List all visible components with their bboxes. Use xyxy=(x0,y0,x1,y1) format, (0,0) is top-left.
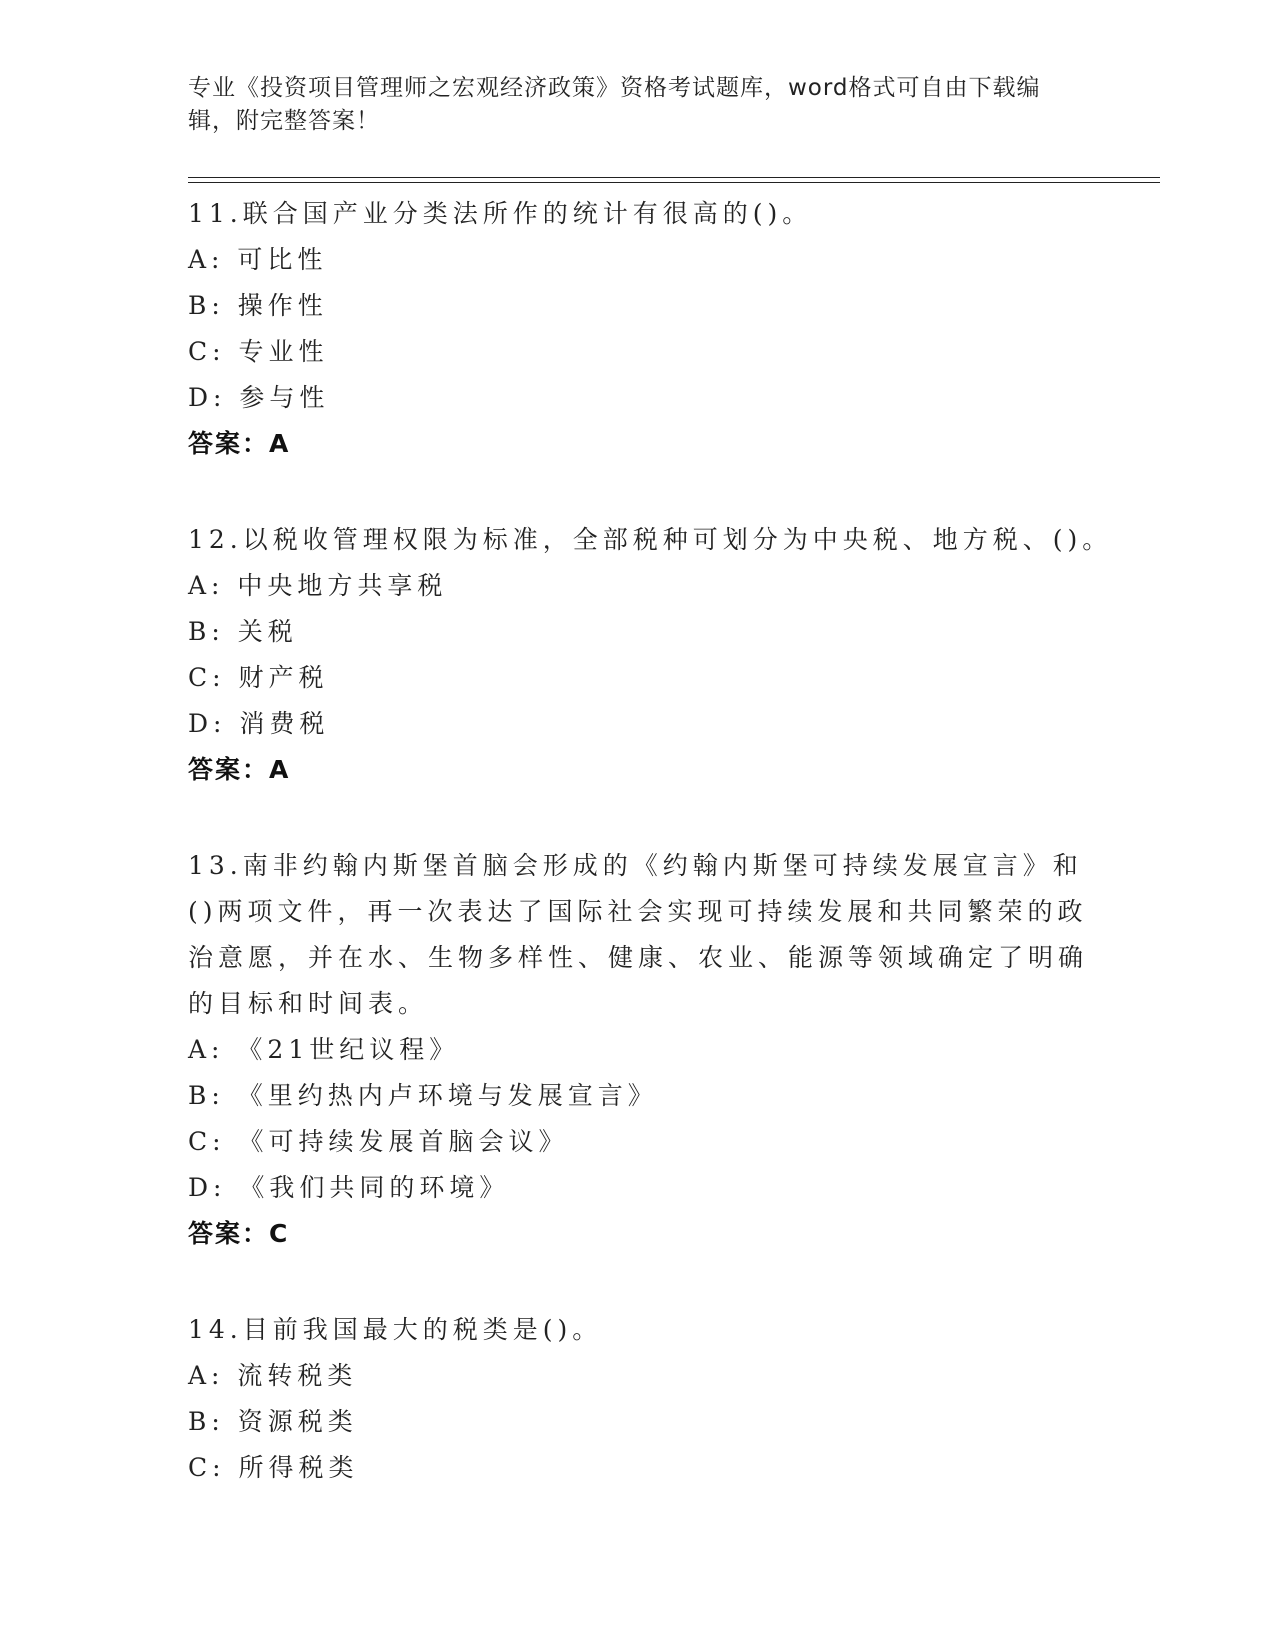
question-stem: 12.以税收管理权限为标准，全部税种可划分为中央税、地方税、()。 xyxy=(188,525,1113,554)
answer-line: 答案：A xyxy=(188,755,291,784)
option-a: A: 《21世纪议程》 xyxy=(188,1035,460,1064)
question-block xyxy=(188,1307,1088,1491)
option-d: D: 消费税 xyxy=(188,709,330,738)
option-c: C: 财产税 xyxy=(188,663,329,692)
question-stem: 13.南非约翰内斯堡首脑会形成的《约翰内斯堡可持续发展宣言》和()两项文件，再一次表达了国际社会实现可持续发展和共同繁荣的政治意愿，并在水、生物多样性、健康、农业、能源等领域确定了明确的目标和时间表。 xyxy=(188,851,1089,1018)
question-block xyxy=(188,843,1088,1257)
option-c: C: 所得税类 xyxy=(188,1453,359,1482)
option-d: D: 参与性 xyxy=(188,383,330,412)
option-b: B: 关税 xyxy=(188,617,298,646)
answer-line: 答案：A xyxy=(188,429,291,458)
answer-line: 答案：C xyxy=(188,1219,290,1248)
header-divider-bottom xyxy=(188,182,1160,183)
option-b: B: 资源税类 xyxy=(188,1407,358,1436)
option-a: A: 可比性 xyxy=(188,245,328,274)
option-c: C: 专业性 xyxy=(188,337,329,366)
header-divider-top xyxy=(188,177,1160,178)
question-block xyxy=(188,517,1113,793)
question-list xyxy=(188,191,1113,1541)
option-b: B: 《里约热内卢环境与发展宣言》 xyxy=(188,1081,658,1110)
question-stem: 14.目前我国最大的税类是()。 xyxy=(188,1315,603,1344)
option-c: C: 《可持续发展首脑会议》 xyxy=(188,1127,569,1156)
option-a: A: 中央地方共享税 xyxy=(188,571,448,600)
option-b: B: 操作性 xyxy=(188,291,328,320)
document-header: 专业《投资项目管理师之宏观经济政策》资格考试题库，word格式可自由下载编辑，附完整答案！ xyxy=(188,75,1041,134)
option-a: A: 流转税类 xyxy=(188,1361,358,1390)
question-block xyxy=(188,191,1088,467)
option-d: D: 《我们共同的环境》 xyxy=(188,1173,510,1202)
question-stem: 11.联合国产业分类法所作的统计有很高的()。 xyxy=(188,199,813,228)
